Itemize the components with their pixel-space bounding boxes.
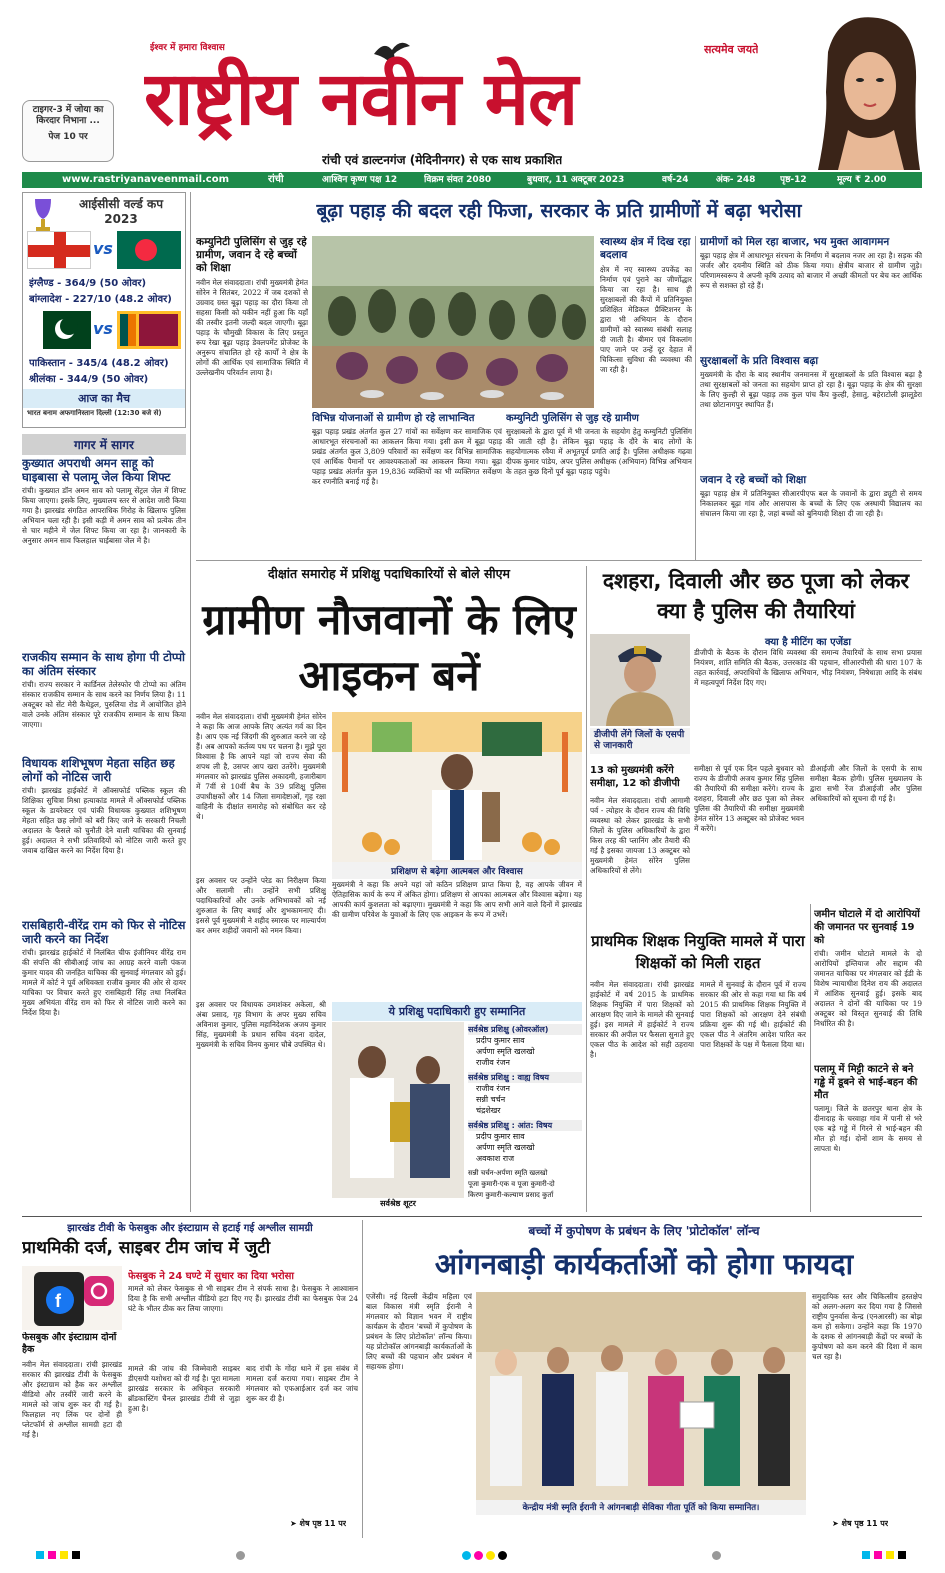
arrow-icon: ➤ bbox=[832, 1519, 842, 1528]
tagline-left: ईश्वर में हमारा विश्वास bbox=[150, 43, 225, 53]
police-body-3: समीक्षा से पूर्व एक दिन पहले बुधवार को राज्य के डीजीपी अजय कुमार सिंह पुलिस की तैयारियों की समीक्षा करेंगे। राज्य के दशहरा, दिवाली और छठ पूजा को लेकर पुलिस की तैयारियों की समीक्षा मुख्यमंत्री हेमंत सोरेन 13 अक्टूबर को प्रोजेक्ट भवन में करेंगे। bbox=[694, 764, 804, 833]
match1-score1: इंग्लैण्ड - 364/9 (50 ओवर) bbox=[29, 278, 147, 289]
info-issue: अंक- 248 bbox=[716, 175, 756, 185]
cm-body-2: इस अवसर पर उन्होंने परेड का निरीक्षण किया और सलामी ली। उन्होंने सभी प्रशिक्षु पदाधिकारियों और उनके अभिभावकों को नई शुरुआत के लिए बधाई और शुभकामनाएं दी। इससे पूर्व मुख्यमंत्री ने शहीद स्मारक पर माल्यार्पण कर अमर शहीदों जवानों को नमन किया। bbox=[196, 876, 326, 935]
info-price: मूल्य ₹ 2.00 bbox=[837, 175, 887, 185]
budha-pahar-photo bbox=[312, 236, 594, 408]
gagar-item-1-head: कुख्यात अपराधी अमन साहू को घाइबासा से पलामू जेल किया शिफ्ट bbox=[22, 456, 171, 484]
top-sub5-head: जवान दे रहे बच्चों को शिक्षा bbox=[700, 474, 807, 486]
gagar-item-2-body: रांची। राज्य सरकार ने कार्डिनल तेलेस्फोर पी टोप्पो का अंतिम संस्कार राजकीय सम्मान के साथ करने का निर्णय लिया है। 11 अक्टूबर को सेंट मेरी कैथेड्रल, पुरुलिया रोड में आयोजित होने वाले उनके अंतिम संस्कार पूरे राजकीय सम्मान के साथ किया जाएगा। bbox=[22, 680, 186, 729]
honor-item: प्रदीप कुमार साव bbox=[476, 1036, 525, 1045]
cyber-body: नवीन मेल संवाददाता। रांची झारखंड सरकार की झारखंड टीवी के फेसबुक और इंस्टाग्राम को हैक कर अश्लील वीडियो और तस्वीरें जारी करने के मामले को जांच शुरू कर दी गई है। फिलहाल नए लिंक पर दोनों ही प्लेटफॉर्म से अश्लील सामग्री हटा दी गई है। bbox=[22, 1360, 122, 1439]
trophy-icon bbox=[29, 197, 57, 233]
honor-item: राजीव रंजन bbox=[476, 1058, 510, 1067]
top-sub7-body: सुरक्षाबलों के द्वारा पूर्व में भी जनता के सहयोग हेतु कम्युनिटी पुलिसिंग की जाती रही है। लेकिन बूढ़ा पहाड़ के दौरे के बाद लोगों के सहयोगात्मक रवैया में अभूतपूर्व प्रगति आई है। पुलिस अधीक्षक गढ़वा दीपक कुमार पांडेय, अपर पुलिस अधीक्षक (अभियान) विभिन्न अभियान के तहत कुछ दिनों पूर्व बूढ़ा पहाड़ पहुंचे। bbox=[506, 427, 692, 476]
honor-cat-3: सर्वश्रेष्ठ प्रशिक्षु : आंत: विषय bbox=[468, 1120, 582, 1131]
dgp-photo-caption: डीजीपी लेंगे जिलों के एसपी से जानकारी bbox=[590, 728, 690, 754]
info-date: बुधवार, 11 अक्टूबर 2023 bbox=[527, 175, 625, 185]
top-sub2-head: स्वास्थ्य क्षेत्र में दिख रहा बदलाव bbox=[600, 236, 691, 261]
cyber-body-4: बाद रांची के गोंदा थाने में इस संबंध में मामला दर्ज कराया गया। साइबर टीम ने मंगलवार को एफआईआर दर्ज कर जांच शुरू कर दी है। bbox=[246, 1364, 358, 1403]
anganwadi-body-2: समुदायिक स्तर और चिकित्सीय हस्तक्षेप को अलग-अलग कर दिया गया है जिससे राष्ट्रीय पुनर्वास केन्द्र (एनआरसी) का बोझ कम हो सकेगा। उन्होंने कहा कि 1970 के दशक से आंगनबाड़ी केंद्रों पर बच्चों के कुपोषण को कम करने की दिशा में काम चल रहा है। bbox=[812, 1292, 922, 1361]
top-sub1-body: नवीन मेल संवाददाता। रांची मुख्यमंत्री हेमंत सोरेन ने सितंबर, 2022 में जब दशकों से उग्रवाद ग्रस्त बूढ़ा पहाड़ का दौरा किया तो सहसा किसी को यकीन नहीं हुआ कि यहाँ की तस्वीर इतनी जल्दी बदल जाएगी। बूढ़ा पहाड़ के चौमुखी विकास के लिए प्रस्तुत रूप रेखा बूढ़ा पहाड़ डेवलपमेंट प्रोजेक्ट के अनुरूप संचालित हो रहे कार्यों ने क्षेत्र के लोगों की आर्थिक एवं सामाजिक स्थिति में उल्लेखनीय परिवर्तन लाया है। bbox=[196, 278, 308, 377]
cricket-title: आईसीसी वर्ल्ड कप 2023 bbox=[78, 197, 164, 226]
police-body-4: डीआईजी और जिलों के एसपी के साथ समीक्षा बैठक होगी। पुलिस मुख्यालय के द्वारा सभी रेंज डीआईजी और पुलिस अधिकारियों को सूचना दी गई है। bbox=[810, 764, 922, 803]
cyber-continued-text: शेष पृष्ठ 11 पर bbox=[299, 1519, 347, 1528]
cm-headline: ग्रामीण नौजवानों के लिए आइकन बनें bbox=[202, 595, 576, 700]
today-match: भारत बनाम अफगानिस्तान दिल्ली (12:30 बजे से) bbox=[27, 409, 162, 417]
anganwadi-headline: आंगनबाड़ी कार्यकर्ताओं को होगा फायदा bbox=[434, 1247, 854, 1281]
teacher-body: नवीन मेल संवाददाता। रांची झारखंड हाईकोर्ट में वर्ष 2015 के प्राथमिक शिक्षक नियुक्ति में पारा शिक्षकों को आरक्षण दिए जाने के मामले की सुनवाई हुई। इस मामले में हाईकोर्ट ने राज्य सरकार की अपील पर फैसला सुनाते हुए एकल पीठ के आदेश को सही ठहराया है। bbox=[590, 980, 694, 1059]
court-column bbox=[814, 908, 922, 1212]
top-sub6-head: विभिन्न योजनाओं से ग्रामीण हो रहे लाभान्वित bbox=[312, 413, 475, 424]
cyber-body-3: मामले की जांच की जिम्मेवारी साइबर डीएसपी यशोधरा को दी गई है। पूरा मामला झारखंड सरकार के अधिकृत सरकारी ब्रॉडकास्टिंग चैनल झारखंड टीवी से जुड़ा हुआ है। bbox=[128, 1364, 240, 1413]
honor-item: सन्नी चर्चन bbox=[476, 1095, 506, 1104]
honor-item: अर्पणा स्मृति खलखो bbox=[476, 1047, 535, 1056]
honor-cat-1: सर्वश्रेष्ठ प्रशिक्षु (ओवरऑल) bbox=[468, 1024, 582, 1035]
cm-body: नवीन मेल संवाददाता। रांची मुख्यमंत्री हेमंत सोरेन ने कहा कि आज आपके लिए अत्यंत गर्व का दिन है। आप एक नई जिंदगी की शुरुआत करने जा रहे हैं। अब आपको कर्तव्य पथ पर चलना है। मुझे पूरा विश्वास है कि आपने यहां जो राज्य सेवा की शपथ ली है, उसपर आप खरा उतरेंगे। मुख्यमंत्री मंगलवार को झारखंड पुलिस अकादमी, हजारीबाग में 7वीं से 10वीं बैच के 39 प्रशिक्षु पुलिस उपाधीक्षकों और 14 जिला समादेष्टाओं, गृह रक्षा वाहिनी के दीक्षांत समारोह को संबोधित कर रहे थे। bbox=[196, 712, 326, 821]
match1-score2: बांग्लादेश - 227/10 (48.2 ओवर) bbox=[29, 294, 172, 305]
police-sub-head: क्या है मीटिंग का एजेंडा bbox=[765, 637, 851, 648]
honor-list bbox=[468, 1024, 582, 1201]
top-sub2-body: क्षेत्र में नए स्वास्थ्य उपकेंद्र का निर्माण एवं पुराने का जीर्णोद्धार किया जा रहा है। साथ ही सुरक्षाबलों की कैंपों में प्रतिनियुक्त प्रशिक्षित मेडिकल प्रैक्टिशनर के द्वारा भी अभियान के दौरान ग्रामीणों को स्वास्थ्य संबंधी सलाह दी जाती है। बीमार एवं विकलांग पाए जाने पर उन्हें दूर देहात में चिकित्सा सुविधा की व्यवस्था की जा रही है। bbox=[600, 265, 692, 374]
gagar-item-4-body: रांची। झारखंड हाईकोर्ट में निलंबित चीफ इंजीनियर वीरेंद्र राम की संपत्ति की सीबीआई जांच का आग्रह करने वाली पंकज कुमार यादव की जनहित याचिका की सुनवाई मंगलवार को हुई। मामले में कोर्ट ने पूर्व अधिवक्ता राजीव कुमार की ओर से दायर याचिका पर विचार करते हुए रासबिहारी सिंह तथा निलंबित मुख्य अभियंता वीरेंद्र राम को फिर से नोटिस जारी करने का निर्देश दिया है। bbox=[22, 948, 186, 1017]
anganwadi-continued[interactable] bbox=[832, 1518, 888, 1529]
top-story-col4 bbox=[700, 236, 922, 560]
top-story-col3 bbox=[600, 236, 692, 406]
trophy-item: सन्नी चर्चन-अर्पणा स्मृति खलखो bbox=[468, 1169, 548, 1177]
trophy-caption: सर्वश्रेष्ठ शूटर bbox=[380, 1199, 416, 1208]
court-body-1: रांची। जमीन घोटाले मामले के दो आरोपियों इम्तियाज और सद्दाम की जमानत याचिका पर मंगलवार को ईडी के विशेष न्यायाधीश दिनेश राय की अदालत में आंशिक सुनवाई हुई। इसके बाद अदालत ने दोनों की याचिका पर 19 अक्टूबर को विस्तृत सुनवाई की तिथि निर्धारित की है। bbox=[814, 949, 922, 1028]
top-sub7-head: कम्युनिटी पुलिसिंग से जुड़ रहे ग्रामीण bbox=[506, 413, 639, 424]
color-registration-bar bbox=[22, 1548, 922, 1562]
court-head-2: पलामू में मिट्टी काटने से बने गड्ढे में डूबने से भाई-बहन की मौत bbox=[814, 1064, 918, 1101]
cricket-box bbox=[22, 192, 186, 428]
cyber-continued[interactable] bbox=[290, 1518, 346, 1529]
masthead-subtitle: रांची एवं डाल्टनगंज (मेदिनीनगर) से एक साथ प्रकाशित bbox=[322, 153, 563, 167]
gagar-item-1-body: रांची। कुख्यात डॉन अमन साव को पलामू सेंट्रल जेल में शिफ्ट किया जाएगा। इसके लिए, मुख्यालय स्तर से आदेश जारी किया गया है। झारखंड संगठित आपराधिक गिरोह के खिलाफ पुलिस अभियान चला रही है। इसी कड़ी में अमन साव को प्रत्येक तीन से चार महीने में जेल शिफ्ट किया जा रहा है। जानकारी के अनुसार अमन साव फिलहाल चाईबासा जेल में है। bbox=[22, 486, 186, 545]
tagline-right: सत्यमेव जयते bbox=[704, 43, 759, 56]
top-sub1-head: कम्युनिटी पुलिसिंग से जुड़ रहे ग्रामीण, जवान दे रहे बच्चों को शिक्षा bbox=[196, 236, 307, 274]
svg-text:f: f bbox=[55, 1291, 61, 1311]
top-story-headline: बूढ़ा पहाड़ की बदल रही फिजा, सरकार के प्रति ग्रामीणों में बढ़ा भरोसा bbox=[316, 200, 802, 222]
flag-bangladesh bbox=[117, 231, 181, 269]
honor-title: ये प्रशिक्षु पदाधिकारी हुए सम्मानित bbox=[332, 1002, 582, 1021]
top-story-col1 bbox=[196, 236, 308, 406]
flag-pakistan bbox=[27, 311, 91, 349]
arrow-icon: ➤ bbox=[290, 1519, 300, 1528]
teacher-headline: प्राथमिक शिक्षक नियुक्ति मामले में पारा शिक्षकों को मिली राहत bbox=[591, 932, 805, 972]
gagar-item-3-body: रांची। झारखंड हाईकोर्ट में ऑक्सफोर्ड पब्लिक स्कूल की शिक्षिका सुचित्रा मिश्रा हत्याकांड मामले में ऑक्सफोर्ड पब्लिक स्कूल के डायरेक्टर एवं पांकी विधायक कुख्यात शशिभूषण मेहता सहित छह लोगों को बरी किए जाने के सरकारी निचली अदालत के फैसले को चुनौती देने वाली याचिका की सुनवाई हुई। अदालत ने सभी प्रतिवादियों को नोटिस जारी करते हुए जवाब दाखिल करने का निर्देश दिया है। bbox=[22, 786, 186, 855]
cm-caption-body: मुख्यमंत्री ने कहा कि अपने यहां जो कठिन प्रशिक्षण प्राप्त किया है, वह आपके जीवन में ऐतिहासिक कार्य के रूप में अंकित होगा। प्रशिक्षण से आपका आत्मबल और विश्वास बढ़ेगा। यह आपकी कार्य कुशलता को बढ़ाएगा। मुख्यमंत्री ने कहा कि आप सभी आने वाले दिनों में झारखंड की ग्रामीण परिवेश के युवाओं के लिए एक आइकन के रूप में उभरें। bbox=[332, 880, 582, 919]
masthead bbox=[0, 0, 945, 172]
city-label: रांची bbox=[268, 174, 284, 185]
match2-score1: पाकिस्तान - 345/4 (48.2 ओवर) bbox=[29, 358, 169, 369]
cyber-headline: प्राथमिकी दर्ज, साइबर टीम जांच में जुटी bbox=[22, 1238, 271, 1258]
flag-england bbox=[27, 231, 91, 269]
match2-score2: श्रीलंका - 344/9 (50 ओवर) bbox=[29, 374, 149, 385]
top-story-col5 bbox=[312, 412, 502, 552]
top-sub4-head: सुरक्षाबलों के प्रति विश्वास बढ़ा bbox=[700, 355, 819, 367]
cyber-body-2: मामले को लेकर फेसबुक से भी साइबर टीम ने संपर्क साधा है। फेसबुक ने आश्वासन दिया है कि सभी अश्लील वीडियो हटा दिए गए हैं। झारखंड टीवी का फेसबुक पेज 24 घंटे के भीतर ठीक कर लिया जाएगा। bbox=[128, 1284, 358, 1313]
honor-item: अवकाश राज bbox=[476, 1154, 515, 1163]
cm-body-3: इस अवसर पर विधायक उमाशंकर अकेला, श्री अंबा प्रसाद, गृह विभाग के अपर मुख्य सचिव अविनाश कुमार, पुलिस महानिदेशक अजय कुमार सिंह, मुख्यमंत्री के प्रधान सचिव वंदना दादेल, मुख्यमंत्री के सचिव विनय कुमार चौबे उपस्थित थे। bbox=[196, 1000, 326, 1049]
today-label: आज का मैच bbox=[23, 389, 185, 408]
police-body-2: नवीन मेल संवाददाता। रांची आगामी पर्व - त्योहार के दौरान राज्य की विधि व्यवस्था को लेकर झारखंड के सभी जिलों के पुलिस अधिकारियों के द्वारा किस तरह की प्लानिंग और तैयारी की गई है इसका जायजा 13 अक्टूबर को मुख्यमंत्री हेमंत सोरेन पुलिस अधिकारियों से लेंगे। bbox=[590, 796, 690, 875]
cm-photo-caption: प्रशिक्षण से बढ़ेगा आत्मबल और विश्वास bbox=[332, 862, 582, 879]
vs-label-2: vs bbox=[93, 319, 113, 338]
gagar-title: गागर में सागर bbox=[22, 434, 186, 455]
cm-kicker: दीक्षांत समारोह में प्रशिक्षु पदाधिकारियों से बोले सीएम bbox=[267, 566, 511, 581]
cyber-kicker: झारखंड टीवी के फेसबुक और इंस्टाग्राम से हटाई गई अश्लील सामग्री bbox=[67, 1223, 313, 1234]
cyber-sub-head: फेसबुक ने 24 घण्टे में सुधार का दिया भरोसा bbox=[128, 1271, 294, 1282]
anganwadi-body: एजेंसी। नई दिल्ली केंद्रीय महिला एवं बाल विकास मंत्री स्मृति ईरानी ने मंगलवार को विज्ञान भवन में राष्ट्रीय कार्यक्रम के दौरान 'बच्चों में कुपोषण के प्रबंधन के लिए प्रोटोकॉल' लॉन्च किया। यह प्रोटोकॉल आंगनबाड़ी कार्यकर्ताओं के लिए बच्चों की पहचान और प्रबंधन में सहायक होगा। bbox=[366, 1292, 472, 1371]
police-body: डीजीपी के बैठक के दौरान विधि व्यवस्था की समान्य तैयारियों के साथ सभा प्रयास नियंत्रण, शांति समिति की बैठक, उत्तरकांड की पहचान, सीआरपीसी की धारा 107 के तहत कार्रवाई, अपराधियों के खिलाफ अभियान, भीड़ नियंत्रण, निषेधाज्ञा आदि के संबंध में महत्वपूर्ण निर्देश दिए गए। bbox=[694, 648, 922, 687]
anganwadi-continued-text: शेष पृष्ठ 11 पर bbox=[841, 1519, 889, 1528]
flag-srilanka bbox=[117, 311, 181, 349]
top-sub5-body: बूढ़ा पहाड़ क्षेत्र में प्रतिनियुक्त सीआरपीएफ बल के जवानों के द्वारा ड्यूटी से समय निकालकर बूढ़ा गांव और आसपास के बच्चों के लिए एक अस्थायी विद्यालय का संचालन किया जा रहा है, जहां बच्चों को बुनियादी शिक्षा दी जा रही है। bbox=[700, 489, 922, 518]
gagar-item-2-head: राजकीय सम्मान के साथ होगा पी टोप्पो का अंतिम संस्कार bbox=[22, 650, 185, 678]
actress-photo bbox=[808, 12, 923, 170]
trophy-photo bbox=[332, 1022, 464, 1198]
top-sub6-body: बूढ़ा पहाड़ प्रखंड अंतर्गत कुल 27 गांवों का सर्वेक्षण कर सामाजिक एवं आधारभूत संरचनाओं का आकलन किया गया। इसी क्रम में बूढ़ा पहाड़ प्रखंड अंतर्गत कुल 3,809 परिवारों का सर्वेक्षण कर विभिन्न सामाजिक एवं आर्थिक पैमानों पर आवश्यकताओं का आकलन किया गया। बूढ़ा पहाड़ प्रखंड अंतर्गत कुल 19,836 व्यक्तियों का भी व्यक्तिगत सर्वेक्षण कर रणनीति बनाई गई है। bbox=[312, 427, 502, 486]
info-pages: पृष्ठ-12 bbox=[780, 175, 807, 185]
website-link[interactable]: www.rastriyanaveenmail.com bbox=[62, 174, 230, 185]
social-icons-graphic bbox=[22, 1266, 122, 1330]
honor-item: अर्पणा स्मृति खलखो bbox=[476, 1143, 535, 1152]
top-story-col6 bbox=[506, 412, 692, 552]
info-year: वर्ष-24 bbox=[662, 175, 689, 185]
dgp-photo bbox=[590, 634, 690, 726]
fb-label: फेसबुक और इंस्टाग्राम दोनों हैक bbox=[22, 1332, 117, 1355]
info-samvat: विक्रम संवत 2080 bbox=[424, 175, 492, 185]
gagar-item-3-head: विधायक शशिभूषण मेहता सहित छह लोगों को नोटिस जारी bbox=[22, 756, 175, 784]
honor-item: प्रदीप कुमार साव bbox=[476, 1132, 525, 1141]
police-headline: दशहरा, दिवाली और छठ पूजा को लेकर क्या है पुलिस की तैयारियां bbox=[602, 569, 910, 623]
court-body-2: पलामू। जिले के छतरपुर थाना क्षेत्र के दीनादाह के चरवाहा गांव में पानी से भरे एक बड़े गड्ढे में गिरने से भाई-बहन की मौत हो गई। दोनों शाम के समय से लापता थे। bbox=[814, 1104, 922, 1153]
gagar-column bbox=[22, 456, 186, 1208]
teacher-body-2: मामले में सुनवाई के दौरान पूर्व में राज्य सरकार की ओर से कहा गया था कि वर्ष 2015 की प्राथमिक शिक्षक नियुक्ति में पारा शिक्षकों को आरक्षण देने संबंधी प्रक्रिया शुरू की गई थी। हाईकोर्ट की एकल पीठ ने अंतरिम आदेश पारित कर पारा शिक्षकों के पक्ष में फैसला दिया था। bbox=[700, 980, 806, 1049]
teaser-page: पेज 10 पर bbox=[48, 132, 88, 142]
info-paksha: आश्विन कृष्ण पक्ष 12 bbox=[322, 175, 398, 185]
info-bar bbox=[22, 172, 922, 188]
honor-item: राजीव रंजन bbox=[476, 1084, 510, 1093]
cm-col1 bbox=[196, 712, 326, 1212]
top-sub3-head: ग्रामीणों को मिल रहा बाजार, भय मुक्त आवागमन bbox=[700, 236, 890, 248]
honor-cat-2: सर्वश्रेष्ठ प्रशिक्षु : वाह्य विषय bbox=[468, 1072, 582, 1083]
anganwadi-kicker: बच्चों में कुपोषण के प्रबंधन के लिए 'प्रोटोकॉल' लॉन्च bbox=[528, 1224, 760, 1238]
anganwadi-photo-caption: केन्द्रीय मंत्री स्मृति ईरानी ने आंगनबाड़ी सेविका गीता पूर्ति को किया सम्मानित। bbox=[476, 1500, 806, 1515]
trophy-item: किरण कुमारी-कल्याण प्रसाद कुर्ता bbox=[468, 1191, 554, 1199]
court-head-1: जमीन घोटाले में दो आरोपियों की जमानत पर सुनवाई 19 को bbox=[814, 909, 920, 946]
teaser-box[interactable] bbox=[22, 100, 114, 162]
top-sub3-body: बूढ़ा पहाड़ क्षेत्र में आधारभूत संरचना के निर्माण में बदलाव नजर आ रहा है। सड़क की जर्जर और दयनीय स्थिति को ठीक किया गया। क्षेत्रीय बाजार से ग्रामीण जुड़े। परिणामस्वरूप वे अपनी कृषि उत्पाद को बाजार में अच्छी कीमतों पर बेच कर आर्थिक रूप से सशक्त हो रहे हैं। bbox=[700, 251, 922, 290]
teaser-text: टाइगर-3 में जोया का किरदार निभाना ... bbox=[32, 105, 104, 126]
cm-speech-photo bbox=[332, 712, 582, 862]
newspaper-title: राष्ट्रीय नवीन मेल bbox=[144, 56, 578, 142]
gagar-item-4-head: रासबिहारी-वीरेंद्र राम को फिर से नोटिस जारी करने का निर्देश bbox=[22, 918, 186, 946]
trophy-item: पूजा कुमारी-एक व पूजा कुमारी-दो bbox=[468, 1180, 555, 1188]
smriti-irani-photo bbox=[476, 1292, 806, 1500]
police-sub2-head: 13 को मुख्यमंत्री करेंगे समीक्षा, 12 को डीजीपी bbox=[590, 765, 680, 789]
honor-item: चंद्रशेखर bbox=[476, 1106, 501, 1115]
top-sub4-body: मुख्यमंत्री के दौरा के बाद स्थानीय जनमानस में सुरक्षाबलों के प्रति विश्वास बढ़ा है तथा सुरक्षाबलों को जनता का सहयोग प्राप्त हो रहा है। बूढ़ा पहाड़ के क्षेत्र की सुरक्षा के लिए कुल्ही से बूढ़ा पहाड़ तक कुल पांच कैंप कुल्ही, हेसातु, बहेराटोली झालूडेरा तथा छोटानागपुर स्थापित हैं। bbox=[700, 370, 922, 409]
vs-label: vs bbox=[93, 239, 113, 258]
